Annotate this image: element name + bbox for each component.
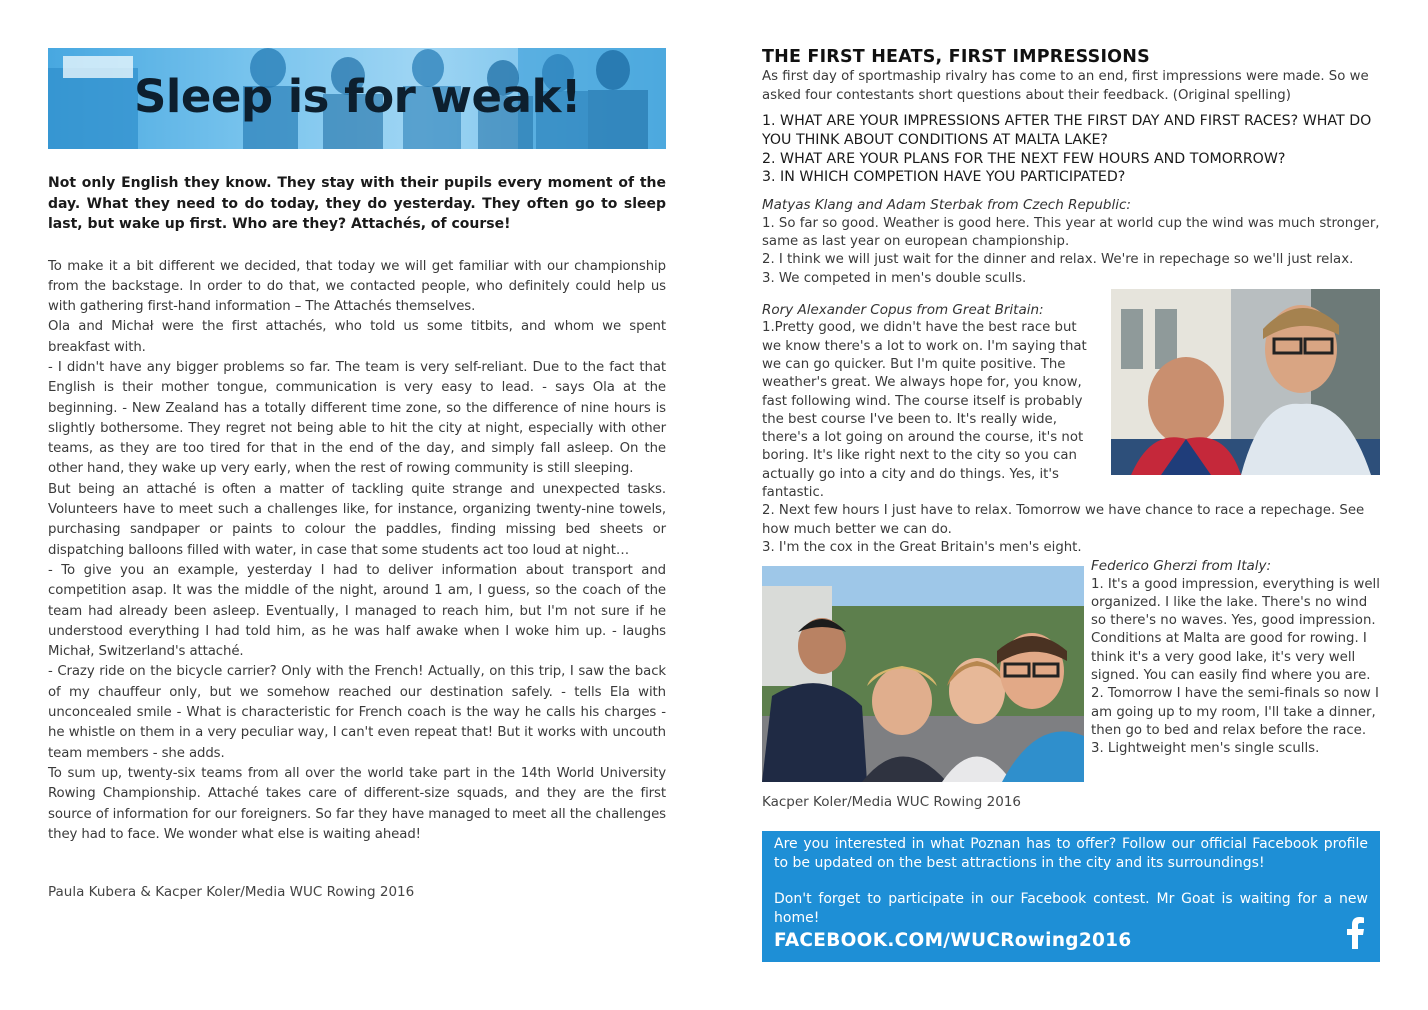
article-author: Paula Kubera & Kacper Koler/Media WUC Rowing 2016 <box>48 884 415 900</box>
article-title: Sleep is for weak! <box>134 70 581 123</box>
question-list <box>762 112 1380 187</box>
photo-group-selfie <box>762 566 1084 782</box>
interviewee-name: Federico Gherzi from Italy: <box>1091 558 1272 574</box>
body-paragraph: To sum up, twenty-six teams from all over the world take part in the 14th World University Rowing Championship. Attaché takes care of different-size squads, and they are the first source of information for our foreigners. So far they have managed to meet all the challenges they had to face. We wonder what else is waiting ahead! <box>48 765 666 842</box>
section-intro: As first day of sportmaship rivalry has come to an end, first impressions were made. So we asked four contestants short questions about their feedback. (Original spelling) <box>762 69 1369 103</box>
answer: 2. Next few hours I just have to relax. Tomorrow we have chance to race a repechage. See how much better we can do. <box>762 503 1365 537</box>
answer: 2. Tomorrow I have the semi-finals so now I am going up to my room, I'll take a dinner, then go to bed and relax before the race. <box>1091 686 1379 738</box>
interview-britain-wide <box>762 502 1380 557</box>
answer: 3. Lightweight men's single sculls. <box>1091 741 1320 757</box>
body-paragraph: - To give you an example, yesterday I had to deliver information about transport and competition asap. It was the middle of the night, around 1 am, I guess, so the coach of the team had already been asleep. Eventually, I managed to reach him, but I'm not sure if he understood everything I had told him, as he was half awake when I woke him up. - laughs Michał, Switzerland's attaché. <box>48 562 666 660</box>
photo-caption: Kacper Koler/Media WUC Rowing 2016 <box>762 794 1022 810</box>
answer: 2. I think we will just wait for the dinner and relax. We're in repechage so we'll just relax. <box>762 252 1354 268</box>
facebook-link[interactable]: FACEBOOK.COM/WUCRowing2016 <box>774 930 1132 951</box>
left-page <box>48 48 666 900</box>
question-line: 1. WHAT ARE YOUR IMPRESSIONS AFTER THE FIRST DAY AND FIRST RACES? WHAT DO <box>762 113 1372 129</box>
body-paragraph: - Crazy ride on the bicycle carrier? Only with the French! Actually, on this trip, I saw the back of my chauffeur only, but we somehow reached our destination safely. - tells Ela with unconcealed smile - What is characteristic for French coach is the way he calls his charges - he whistle on them in a very peculiar way, I can't even repeat that! But it works with uncouth team members - she adds. <box>48 664 666 761</box>
answer: 1. So far so good. Weather is good here. This year at world cup the wind was much stronger, same as last year on european championship. <box>762 215 1380 249</box>
photo-rory-selfie <box>1111 289 1380 475</box>
article-banner <box>48 48 666 149</box>
body-paragraph: To make it a bit different we decided, that today we will get familiar with our championship from the backstage. In order to do that, we contacted people, who definitely could help us with gathering first-hand information – The Attachés themselves. <box>48 258 666 315</box>
question-line: YOU THINK ABOUT CONDITIONS AT MALTA LAKE? <box>762 131 1108 148</box>
article-body <box>48 257 666 846</box>
facebook-promo-box <box>762 831 1380 962</box>
answer: 3. I'm the cox in the Great Britain's men's eight. <box>762 539 1082 555</box>
question-line: 2. WHAT ARE YOUR PLANS FOR THE NEXT FEW HOURS AND TOMORROW? <box>762 150 1286 167</box>
body-paragraph: - I didn't have any bigger problems so far. The team is very self-reliant. Due to the fact that English is their mother tongue, communication is very easy to lead. - says Ola at the beginning. - New Zealand has a totally different time zone, so the difference of nine hours is slightly bothersome. They regret not being able to hit the city at night, especially with other teams, as they are too tired for that in the end of the day, and simply fall asleep. On the other hand, they wake up very early, when the rest of rowing community is still sleeping. <box>48 359 666 477</box>
answer: 3. We competed in men's double sculls. <box>762 270 1027 286</box>
interviewee-name: Rory Alexander Copus from Great Britain: <box>762 301 1044 318</box>
answer: 1.Pretty good, we didn't have the best race but we know there's a lot to work on. I'm saying that we can go quicker. But I'm quite positive. The weather's great. We always hope for, you know, fast following wind. The course itself is probably the best course I've been to. It's really wide, there's a lot going on around the course, it's not boring. It's like right next to the city so you can actually go into a city and do things. Yes, it's fantastic. <box>762 320 1087 501</box>
interviewee-name: Matyas Klang and Adam Sterbak from Czech Republic: <box>762 197 1131 214</box>
interview-italy <box>1091 557 1383 758</box>
promo-text: Don't forget to participate in our Facebook contest. Mr Goat is waiting for a new home! <box>774 891 1368 926</box>
promo-text: Are you interested in what Poznan has to offer? Follow our official Facebook profile to be updated on the best attractions in the city and its surroundings! <box>774 836 1368 871</box>
article-lead: Not only English they know. They stay with their pupils every moment of the day. What they need to do today, they do yesterday. They often go to sleep last, but wake up first. Who are they? Attachés, of course! <box>48 175 666 232</box>
right-page <box>762 46 1380 951</box>
question-line: 3. IN WHICH COMPETION HAVE YOU PARTICIPATED? <box>762 169 1126 186</box>
body-paragraph: Ola and Michał were the first attachés, who told us some titbits, and whom we spent breakfast with. <box>48 319 666 355</box>
answer: 1. It's a good impression, everything is well organized. I like the lake. There's no wind so there's no waves. Yes, good impression. Conditions at Malta are good for rowing. I think it's a very good lake, it's very well signed. You can easily find where you are. <box>1091 576 1380 683</box>
body-paragraph: But being an attaché is often a matter of tackling quite strange and unexpected tasks. Volunteers have to meet such a challenges like, for instance, organizing twenty-nine towels, purchasing sandpaper or paints to colour the paddles, finding missing bed sheets or dispatching balloons filled with water, in case that some students act too loud at night… <box>48 481 666 558</box>
interview-britain-text <box>762 301 1092 502</box>
section-heading: THE FIRST HEATS, FIRST IMPRESSIONS <box>762 47 1150 67</box>
facebook-icon[interactable] <box>1344 917 1366 949</box>
interview-czech <box>762 196 1380 288</box>
